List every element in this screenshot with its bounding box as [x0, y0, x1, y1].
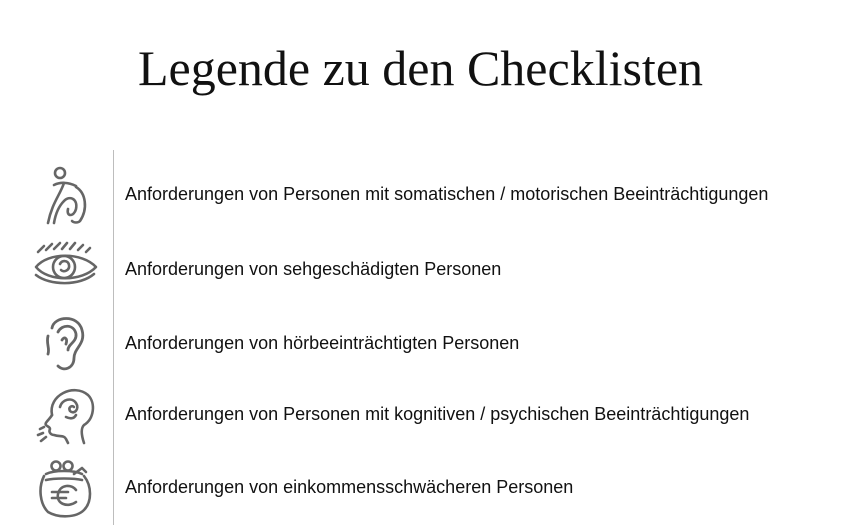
legend-item-cognitive: [0, 385, 841, 445]
legend-item-income: [0, 458, 841, 518]
legend-text-vision: Anforderungen von sehgeschädigten Personen: [125, 259, 502, 279]
page-title: Legende zu den Checklisten: [137, 40, 704, 96]
head-profile-icon: [34, 385, 98, 445]
euro-purse-icon: [34, 458, 98, 518]
legend-text-hearing: Anforderungen von hörbeeinträchtigten Personen: [125, 333, 520, 353]
ear-icon: [34, 314, 98, 374]
legend-text-income: Anforderungen von einkommensschwächeren Personen: [125, 477, 574, 497]
eye-icon: [34, 240, 98, 300]
legend-item-vision: [0, 240, 841, 300]
legend-text-cognitive: Anforderungen von Personen mit kognitiven / psychischen Beeinträchtigungen: [125, 404, 750, 424]
legend-item-hearing: [0, 314, 841, 374]
motor-impairment-icon: [34, 165, 98, 225]
legend-item-motor: [0, 165, 841, 225]
legend-text-motor: Anforderungen von Personen mit somatischen / motorischen Beeinträchtigungen: [125, 184, 769, 204]
